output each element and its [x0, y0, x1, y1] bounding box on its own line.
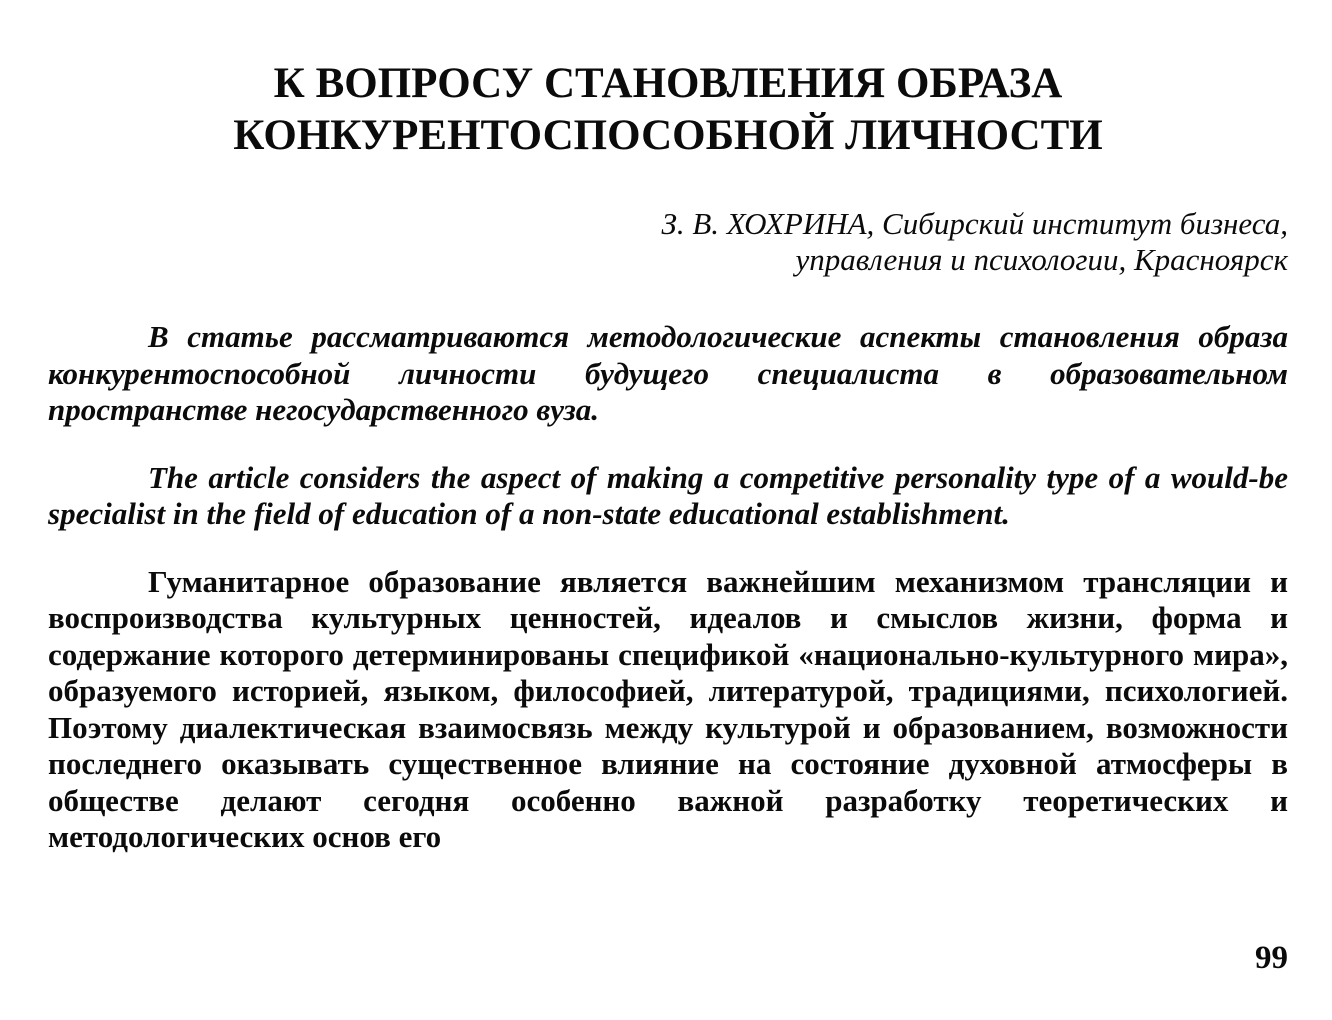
article-page: [48, 58, 1288, 887]
author-affiliation: [48, 206, 1288, 278]
body-paragraph: Гуманитарное образование является важнейшим механизмом трансляции и воспроизводства культурных ценностей, идеалов и смыслов жизни, форма и содержание которого детерминированы спецификой «национально-культурного мира», образуемого историей, языком, философией, литературой, традициями, психологией. Поэтому диалектическая взаимосвязь между культурой и образованием, возможности последнего оказывать существенное влияние на состояние духовной атмосферы в обществе делают сегодня особенно важной разработку теоретических и методологических основ его: [48, 563, 1288, 854]
author-line-1: З. В. ХОХРИНА, Сибирский институт бизнеса,: [661, 206, 1288, 241]
author-line-2: управления и психологии, Красноярск: [795, 242, 1288, 277]
abstract-english: The article considers the aspect of making a competitive personality type of a would-be specialist in the field of education of a non-state educational establishment.: [48, 459, 1288, 531]
article-title: [48, 58, 1288, 162]
abstract-russian: В статье рассматриваются методологические аспекты становления образа конкурентоспособной личности будущего специалиста в образовательном пространстве негосударственного вуза.: [48, 319, 1288, 427]
article-title-line-1: К ВОПРОСУ СТАНОВЛЕНИЯ ОБРАЗА: [273, 60, 1063, 107]
page-number: 99: [1255, 940, 1288, 976]
article-title-line-2: КОНКУРЕНТОСПОСОБНОЙ ЛИЧНОСТИ: [233, 112, 1103, 159]
